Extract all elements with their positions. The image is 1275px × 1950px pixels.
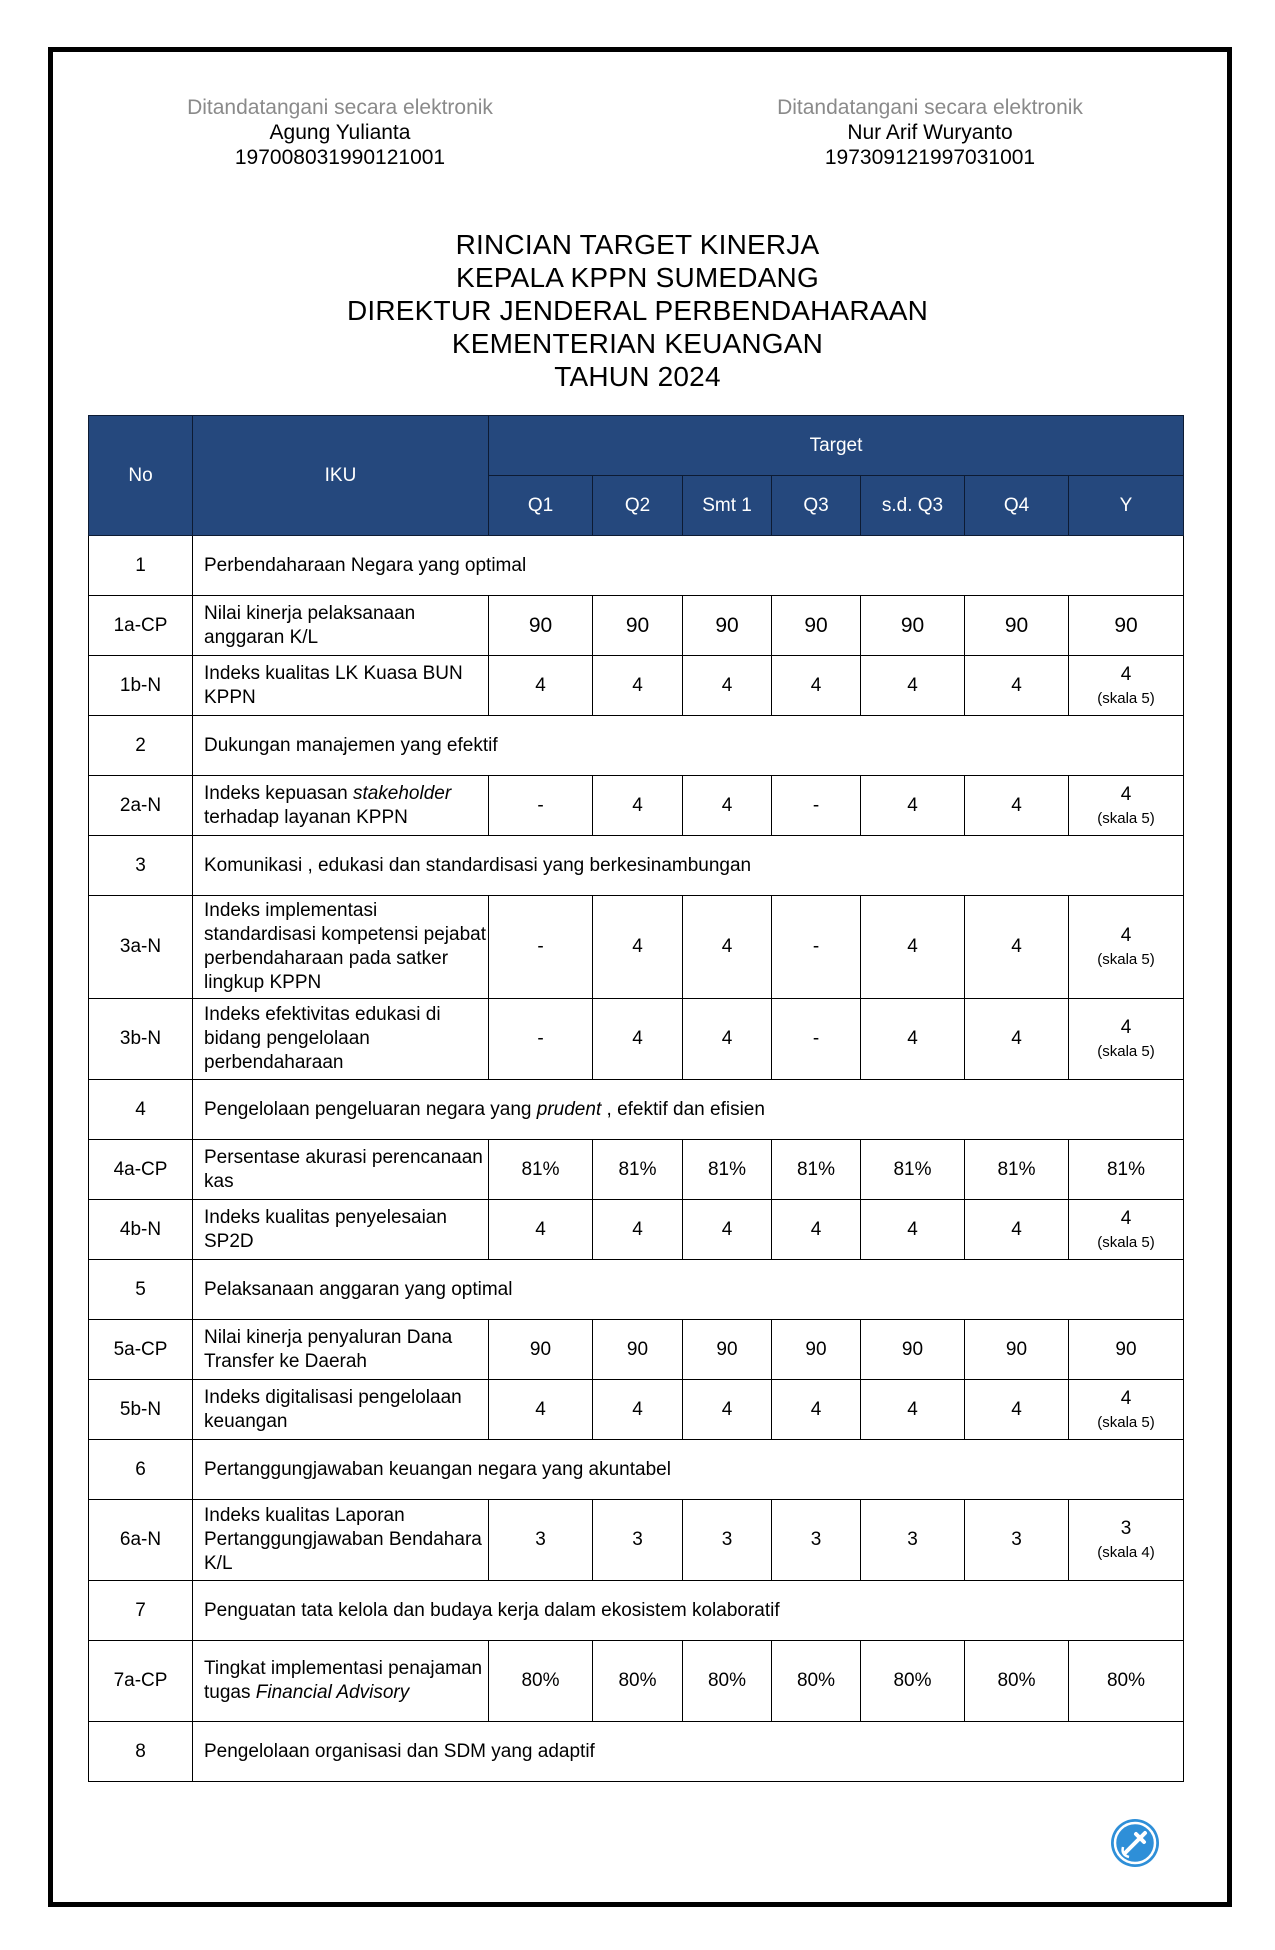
row-no: 3	[89, 836, 193, 896]
value-smt1: 81%	[683, 1140, 772, 1200]
signer-nip: 197309121997031001	[824, 146, 1036, 169]
value-q1: -	[489, 776, 593, 836]
signer-nip: 197008031990121001	[234, 146, 446, 169]
value-smt1: 4	[683, 1380, 772, 1440]
table-row	[89, 896, 1184, 999]
value-sdq3: 4	[861, 1380, 965, 1440]
value-sdq3: 4	[861, 999, 965, 1080]
value-q3: 4	[772, 656, 861, 716]
row-no: 1b-N	[89, 656, 193, 716]
group-title: Komunikasi , edukasi dan standardisasi yang berkesinambungan	[193, 836, 1184, 896]
value-q4: 90	[965, 1320, 1069, 1380]
header-q1: Q1	[489, 476, 593, 536]
signature-note: Ditandatangani secara elektronik	[777, 96, 1083, 119]
value-q4: 3	[965, 1500, 1069, 1581]
row-no: 1	[89, 536, 193, 596]
row-no: 5a-CP	[89, 1320, 193, 1380]
group-title: Dukungan manajemen yang efektif	[193, 716, 1184, 776]
value-q2: 4	[593, 776, 683, 836]
value-smt1: 4	[683, 776, 772, 836]
value-smt1: 4	[683, 999, 772, 1080]
value-sdq3: 4	[861, 1200, 965, 1260]
table-row	[89, 1380, 1184, 1440]
value-q3: -	[772, 776, 861, 836]
title-line: DIREKTUR JENDERAL PERBENDAHARAAN	[346, 295, 929, 326]
group-title: Pengelolaan pengeluaran negara yang prudent , efektif dan efisien	[193, 1080, 1184, 1140]
table-row	[89, 1200, 1184, 1260]
table-row	[89, 999, 1184, 1080]
table-row	[89, 1140, 1184, 1200]
value-q3: 80%	[772, 1641, 861, 1722]
group-title: Pengelolaan organisasi dan SDM yang adaptif	[193, 1722, 1184, 1782]
row-no: 6	[89, 1440, 193, 1500]
value-q2: 80%	[593, 1641, 683, 1722]
table-row	[89, 596, 1184, 656]
table-row	[89, 1641, 1184, 1722]
value-sdq3: 81%	[861, 1140, 965, 1200]
value-q4: 4	[965, 656, 1069, 716]
group-title: Penguatan tata kelola dan budaya kerja dalam ekosistem kolaboratif	[193, 1581, 1184, 1641]
row-no: 3b-N	[89, 999, 193, 1080]
value-q1: -	[489, 999, 593, 1080]
row-no: 4a-CP	[89, 1140, 193, 1200]
value-sdq3: 80%	[861, 1641, 965, 1722]
value-q3: 90	[772, 1320, 861, 1380]
row-no: 5b-N	[89, 1380, 193, 1440]
iku-name: Indeks kualitas Laporan Pertanggungjawaban Bendahara K/L	[193, 1500, 489, 1581]
value-smt1: 80%	[683, 1641, 772, 1722]
group-title: Pelaksanaan anggaran yang optimal	[193, 1260, 1184, 1320]
value-q2: 3	[593, 1500, 683, 1581]
value-sdq3: 90	[861, 596, 965, 656]
value-q4: 4	[965, 896, 1069, 999]
row-no: 3a-N	[89, 896, 193, 999]
value-y: 81%	[1069, 1140, 1184, 1200]
value-y: 4 (skala 5)	[1069, 999, 1184, 1080]
value-y: 4 (skala 5)	[1069, 1200, 1184, 1260]
group-row	[89, 1080, 1184, 1140]
table-row	[89, 1500, 1184, 1581]
value-q4: 90	[965, 596, 1069, 656]
value-sdq3: 4	[861, 896, 965, 999]
row-no: 8	[89, 1722, 193, 1782]
header-target: Target	[489, 416, 1184, 476]
value-q3: 3	[772, 1500, 861, 1581]
title-line: RINCIAN TARGET KINERJA	[455, 229, 820, 260]
header-q4: Q4	[965, 476, 1069, 536]
title-line: KEMENTERIAN KEUANGAN	[451, 328, 824, 359]
header-iku: IKU	[193, 416, 489, 536]
row-no: 4b-N	[89, 1200, 193, 1260]
value-q2: 90	[593, 1320, 683, 1380]
value-q1: 4	[489, 1200, 593, 1260]
value-q3: 4	[772, 1380, 861, 1440]
title-line: TAHUN 2024	[554, 361, 721, 392]
signer-name: Nur Arif Wuryanto	[847, 121, 1013, 144]
value-q1: 90	[489, 1320, 593, 1380]
value-q4: 4	[965, 776, 1069, 836]
table-row	[89, 1320, 1184, 1380]
iku-name: Indeks kualitas LK Kuasa BUN KPPN	[193, 656, 489, 716]
value-q1: 81%	[489, 1140, 593, 1200]
row-no: 2a-N	[89, 776, 193, 836]
value-q1: 4	[489, 656, 593, 716]
iku-name: Persentase akurasi perencanaan kas	[193, 1140, 489, 1200]
value-q4: 4	[965, 1380, 1069, 1440]
group-row	[89, 836, 1184, 896]
document-verified-icon	[1109, 1817, 1161, 1869]
group-row	[89, 1581, 1184, 1641]
value-q2: 4	[593, 896, 683, 999]
row-no: 2	[89, 716, 193, 776]
value-q2: 4	[593, 1380, 683, 1440]
iku-name: Indeks implementasi standardisasi kompetensi pejabat perbendaharaan pada satker lingkup KPPN	[193, 896, 489, 999]
value-smt1: 4	[683, 1200, 772, 1260]
value-sdq3: 4	[861, 776, 965, 836]
iku-name: Indeks kepuasan stakeholder terhadap layanan KPPN	[193, 776, 489, 836]
table-row	[89, 656, 1184, 716]
value-q2: 4	[593, 1200, 683, 1260]
row-no: 5	[89, 1260, 193, 1320]
signature-note: Ditandatangani secara elektronik	[187, 96, 493, 119]
value-smt1: 90	[683, 596, 772, 656]
title-line: KEPALA KPPN SUMEDANG	[456, 262, 819, 293]
value-sdq3: 4	[861, 656, 965, 716]
value-q1: 90	[489, 596, 593, 656]
header-sdq3: s.d. Q3	[861, 476, 965, 536]
value-q4: 4	[965, 999, 1069, 1080]
iku-name: Tingkat implementasi penajaman tugas Financial Advisory	[193, 1641, 489, 1722]
value-sdq3: 90	[861, 1320, 965, 1380]
value-q4: 80%	[965, 1641, 1069, 1722]
value-q1: 4	[489, 1380, 593, 1440]
group-row	[89, 1440, 1184, 1500]
header-q3: Q3	[772, 476, 861, 536]
signature-right	[720, 95, 1140, 170]
iku-name: Indeks digitalisasi pengelolaan keuangan	[193, 1380, 489, 1440]
value-q3: 90	[772, 596, 861, 656]
value-smt1: 3	[683, 1500, 772, 1581]
value-smt1: 4	[683, 896, 772, 999]
header-no: No	[89, 416, 193, 536]
group-title: Perbendaharaan Negara yang optimal	[193, 536, 1184, 596]
value-q2: 90	[593, 596, 683, 656]
value-y: 4 (skala 5)	[1069, 1380, 1184, 1440]
target-table	[88, 415, 1184, 1782]
group-row	[89, 1722, 1184, 1782]
value-q3: -	[772, 896, 861, 999]
group-row	[89, 1260, 1184, 1320]
value-y: 90	[1069, 596, 1184, 656]
value-q3: 4	[772, 1200, 861, 1260]
value-q2: 4	[593, 999, 683, 1080]
value-q2: 4	[593, 656, 683, 716]
value-y: 90	[1069, 1320, 1184, 1380]
value-q2: 81%	[593, 1140, 683, 1200]
value-q1: 80%	[489, 1641, 593, 1722]
header-q2: Q2	[593, 476, 683, 536]
value-y: 4 (skala 5)	[1069, 776, 1184, 836]
signature-left	[130, 95, 550, 170]
row-no: 7	[89, 1581, 193, 1641]
value-sdq3: 3	[861, 1500, 965, 1581]
value-smt1: 90	[683, 1320, 772, 1380]
header-smt1: Smt 1	[683, 476, 772, 536]
header-y: Y	[1069, 476, 1184, 536]
value-q1: 3	[489, 1500, 593, 1581]
row-no: 7a-CP	[89, 1641, 193, 1722]
value-smt1: 4	[683, 656, 772, 716]
value-y: 4 (skala 5)	[1069, 896, 1184, 999]
row-no: 4	[89, 1080, 193, 1140]
value-y: 80%	[1069, 1641, 1184, 1722]
value-q3: -	[772, 999, 861, 1080]
iku-name: Indeks kualitas penyelesaian SP2D	[193, 1200, 489, 1260]
group-row	[89, 536, 1184, 596]
row-no: 6a-N	[89, 1500, 193, 1581]
value-y: 3 (skala 4)	[1069, 1500, 1184, 1581]
iku-name: Indeks efektivitas edukasi di bidang pengelolaan perbendaharaan	[193, 999, 489, 1080]
row-no: 1a-CP	[89, 596, 193, 656]
iku-name: Nilai kinerja penyaluran Dana Transfer ke Daerah	[193, 1320, 489, 1380]
value-y: 4 (skala 5)	[1069, 656, 1184, 716]
iku-name: Nilai kinerja pelaksanaan anggaran K/L	[193, 596, 489, 656]
value-q4: 4	[965, 1200, 1069, 1260]
document-title	[0, 228, 1275, 393]
group-row	[89, 716, 1184, 776]
value-q1: -	[489, 896, 593, 999]
group-title: Pertanggungjawaban keuangan negara yang akuntabel	[193, 1440, 1184, 1500]
value-q4: 81%	[965, 1140, 1069, 1200]
signer-name: Agung Yulianta	[269, 121, 411, 144]
value-q3: 81%	[772, 1140, 861, 1200]
table-row	[89, 776, 1184, 836]
